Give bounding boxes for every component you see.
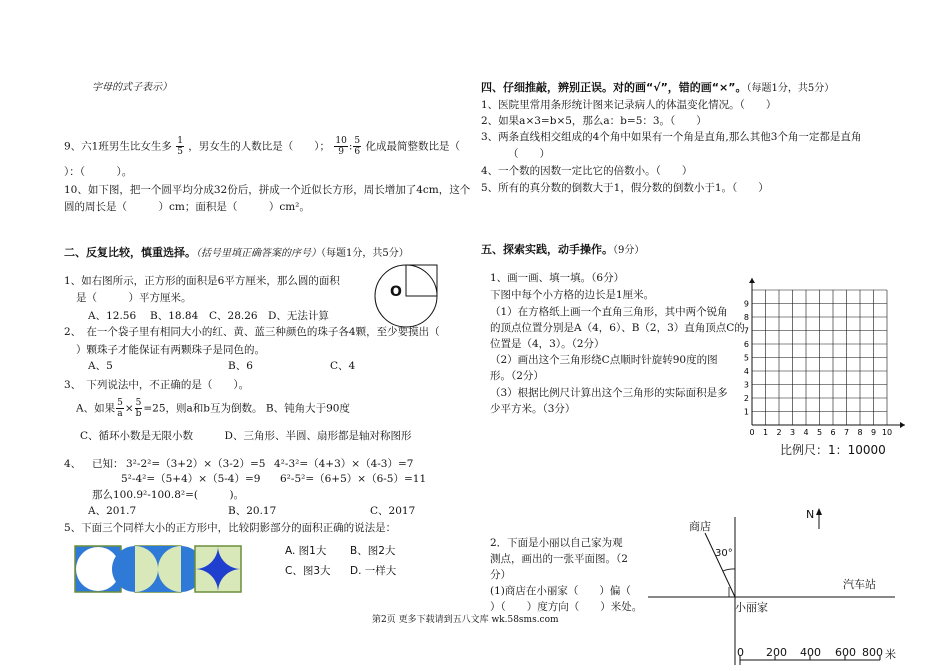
s4-item-4: 4、一个数的因数一定比它的倍数小。（ ） [481, 165, 693, 177]
s5-p2-line5: ）（ ）度方向（ ）米处。 [490, 601, 643, 613]
s2-q1-opt-b: B、18.84 [150, 310, 199, 322]
grid-x-tick-label: 9 [870, 428, 877, 437]
map-scale-unit: 米 [885, 648, 896, 661]
s2-q4-label: 4、 [64, 458, 82, 470]
s2-q4-eq4: 6²-5²=（6+5）×（6-5）=11 [280, 473, 427, 485]
s5-p1-line3: 的顶点位置分别是A（4，6）、B（2，3）直角顶点C的 [490, 322, 745, 334]
circle-center-label: O [390, 284, 402, 300]
s4-item-5: 5、所有的真分数的倒数大于1，假分数的倒数小于1。（ ） [481, 182, 769, 194]
s2-q5-opt-a: A. 图1大 [285, 545, 327, 557]
s2-q4-eq1: 3²-2²=（3+2）×（3-2）=5 [126, 458, 266, 470]
q9-line2: ）：（ ）。 [64, 166, 133, 178]
s2-q4-question: 那么100.9²-100.8²=( )。 [92, 489, 245, 501]
q3-fraction-b: $\frac{5}{b}$ [135, 398, 142, 419]
q9-line1: 9、六1班男生比女生多 $\frac{1}{5}$ ，男女生的人数比是（ ）； $\frac{10}{9}$ : $\frac{5}{6}$ 化成最简整数比是（ [64, 136, 460, 157]
s4-item-3-line2: （ ） [508, 148, 550, 160]
s2-q1-opt-c: C、28.26 [209, 310, 258, 322]
s2-q3-opt-cd: C、循环小数是无限小数 D、三角形、半圆、扇形都是轴对称图形 [80, 430, 412, 442]
map-north-label: N [806, 508, 815, 521]
map-station-label: 汽车站 [843, 578, 876, 591]
section5-heading: 五、探索实践，动手操作。（9分） [481, 243, 645, 256]
s2-q2-line2: ）颗珠子才能保证有两颗珠子是同色的。 [76, 344, 265, 356]
s2-q2-opt-a: A、5 [88, 360, 113, 372]
section2-heading: 二、反复比较，慎重选择。（括号里填正确答案的序号）（每题1分，共5分） [64, 246, 409, 259]
grid-x-tick-label: 5 [816, 428, 823, 437]
grid-y-tick-label: 6 [743, 340, 749, 349]
q9-ratio-b: $\frac{5}{6}$ [354, 136, 361, 157]
q10-line2: 圆的周长是（ ）cm；面积是（ ）cm²。 [64, 201, 310, 213]
s2-q5-opt-c: C、图3大 [285, 565, 331, 577]
s2-q2-opt-b: B、6 [228, 360, 253, 372]
q9-ratio-a: $\frac{10}{9}$ [335, 136, 347, 157]
q9-fraction: $\frac{1}{5}$ [177, 136, 183, 157]
s2-q3-opt-ab: A、如果 $\frac{5}{a}$ × $\frac{5}{b}$ =25，则a和b互为倒数。 B、钝角大于90度 [76, 398, 350, 419]
s4-item-2: 2、如果a×3=b×5，那么a：b=5：3。（ ） [481, 115, 707, 127]
grid-x-tick-label: 2 [776, 428, 782, 437]
s2-q4-opt-a: A、201.7 [88, 505, 137, 517]
map-scale-200: 200 [766, 646, 787, 659]
s5-p1-line5: （2）画出这个三角形绕C点顺时针旋转90度的图 [490, 354, 718, 366]
map-scale-800: 800 [862, 646, 883, 659]
s2-q4-eq3: 5²-4²=（5+4）×（5-4）=9 [121, 473, 261, 485]
shaded-square-3 [195, 546, 241, 592]
grid-y-tick-label: 1 [743, 407, 749, 417]
circle-square-figure [372, 262, 442, 332]
s4-item-1: 1、医院里常用条形统计图来记录病人的体温变化情况。（ ） [481, 99, 777, 111]
s2-q5: 5、下面三个同样大小的正方形中，比较阴影部分的面积正确的说法是： [64, 522, 397, 534]
s5-p2-line3: 分） [490, 569, 511, 581]
s5-p1-line4: 位置是（4，3）。（2分） [490, 338, 605, 350]
s2-q4-opt-c: C、2017 [370, 505, 416, 517]
s2-q2-line1: 2、 在一个袋子里有相同大小的红、黄、蓝三种颜色的珠子各4颗，至少要摸出（ [64, 326, 440, 338]
s5-p1-line8: 少平方米。（3分） [490, 403, 576, 415]
q10-line1: 10、如下图，把一个圆平均分成32份后，拼成一个近似长方形，周长增加了4cm，这个 [64, 184, 471, 196]
s5-p1-line1: 下图中每个小方格的边长是1厘米。 [490, 289, 655, 301]
map-home-label: 小丽家 [735, 601, 768, 614]
grid-y-tick-label: 5 [743, 353, 749, 363]
grid-y-tick-label: 8 [743, 313, 749, 322]
s2-q2-opt-c: C、4 [330, 360, 356, 372]
shaded-squares-figure [74, 545, 244, 593]
shaded-square-2 [112, 546, 204, 592]
map-scale-0: 0 [737, 646, 744, 659]
grid-y-tick-label: 9 [743, 299, 749, 309]
grid-x-tick-label: 8 [857, 428, 863, 437]
s2-q4-eq2: 4²-3²=（4+3）×（4-3）=7 [274, 458, 414, 470]
s5-p1-line7: （3）根据比例尺计算出这个三角形的实际面积是多 [490, 387, 728, 399]
map-scale-600: 600 [835, 646, 856, 659]
map-angle-label: 30° [715, 548, 733, 559]
s2-q5-opt-d: D. 一样大 [350, 565, 397, 577]
map-scale-400: 400 [800, 646, 821, 659]
grid-x-tick-label: 10 [881, 428, 893, 437]
s2-q4-opt-b: B、20.17 [228, 505, 277, 517]
map-shop-label: 商店 [689, 520, 711, 533]
q3-fraction-a: $\frac{5}{a}$ [117, 398, 123, 419]
s2-q5-opt-b: B、图2大 [350, 545, 396, 557]
grid-x-tick-label: 4 [803, 428, 809, 437]
s4-item-3-line1: 3、两条直线相交组成的4个角中如果有一个角是直角,那么其他3个角一定都是直角 [481, 131, 862, 143]
s2-q4-known: 已知： [92, 458, 124, 470]
y-axis-arrow [749, 278, 755, 283]
s5-p2-line2: 测点，画出的一张平面图。（2 [490, 553, 628, 565]
coordinate-grid [740, 270, 920, 445]
s5-p1-line6: 形。（2分） [490, 370, 544, 382]
s2-q1-line1: 1、如右图所示，正方形的面积是6平方厘米，那么圆的面积 [64, 275, 340, 287]
grid-y-tick-label: 4 [743, 367, 749, 376]
x-axis-arrow [900, 422, 905, 428]
s2-q1-opt-a: A、12.56 [88, 310, 137, 322]
grid-y-tick-label: 2 [743, 394, 749, 403]
grid-x-tick-label: 6 [830, 428, 836, 437]
grid-y-tick-label: 7 [743, 326, 749, 336]
s5-p2-line4: (1)商店在小丽家（ ）偏（ [490, 585, 631, 597]
s2-q1-opt-d: D、无法计算 [268, 310, 329, 322]
s5-p2-line1: 2．下面是小丽以自己家为观 [490, 537, 623, 549]
section4-heading: 四、仔细推敲，辨别正误。对的画“√”，错的画“×”。（每题1分，共5分） [481, 81, 835, 94]
s2-q1-line2: 是（ ）平方厘米。 [76, 292, 192, 304]
grid-scale-label: 比例尺：1：10000 [780, 443, 886, 457]
grid-x-tick-label: 3 [789, 428, 796, 437]
s5-p1-title: 1、画一画、填一填。（6分） [490, 272, 625, 284]
page-footer: 第2页 更多下载请到五八文库 wk.58sms.com [372, 615, 559, 625]
grid-x-tick-label: 0 [749, 428, 755, 437]
s2-q3: 3、 下列说法中，不正确的是（ ）。 [64, 379, 250, 391]
grid-y-tick-label: 3 [743, 380, 749, 390]
grid-x-tick-label: 1 [762, 428, 769, 437]
s5-p1-line2: （1）在方格纸上画一个直角三角形，其中两个锐角 [490, 306, 728, 318]
grid-x-tick-label: 7 [843, 428, 850, 437]
top-continuation: 字母的式子表示） [92, 82, 172, 93]
